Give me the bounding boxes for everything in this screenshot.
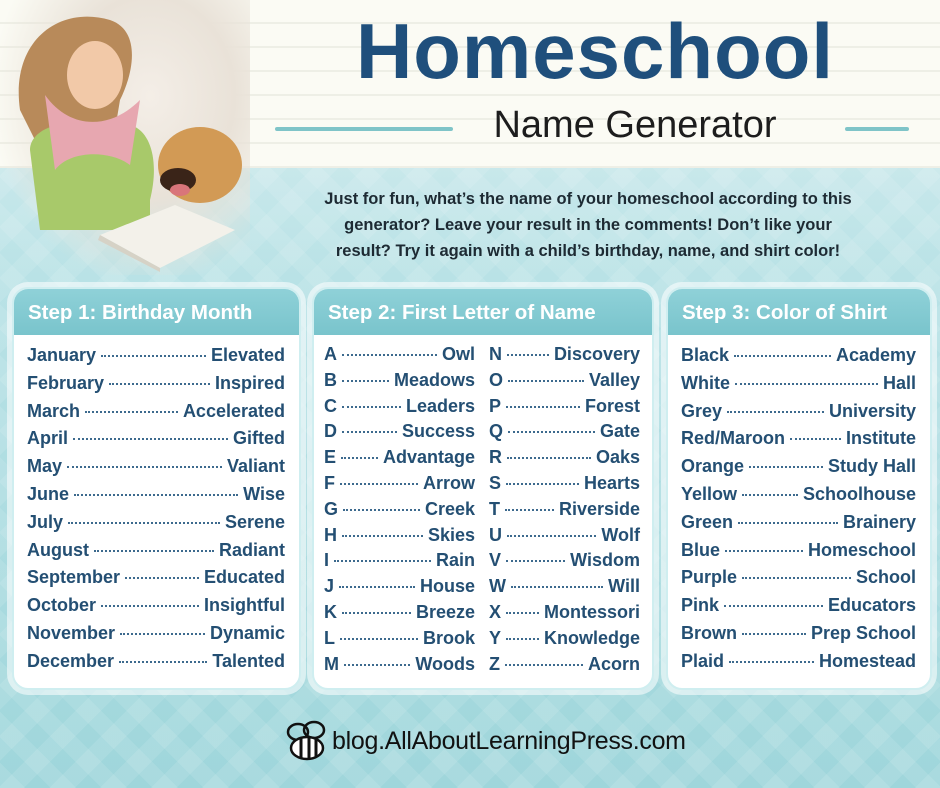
entry-value: Meadows: [393, 369, 475, 390]
dotted-leader: [506, 638, 539, 640]
dotted-leader: [742, 494, 798, 496]
entry-key: August: [27, 539, 89, 560]
month-row: [27, 428, 285, 456]
entry-value: Educated: [203, 567, 285, 588]
dotted-leader: [120, 633, 205, 635]
entry-value: Skies: [427, 524, 475, 545]
entry-key: F: [324, 472, 335, 493]
entry-key: January: [27, 345, 97, 365]
dotted-leader: [94, 550, 214, 552]
month-row: [27, 456, 285, 484]
shirt-color-row: [681, 623, 916, 651]
dotted-leader: [727, 411, 824, 413]
dotted-leader: [742, 577, 851, 579]
entry-key: S: [489, 472, 502, 493]
entry-value: Prep School: [810, 622, 916, 643]
entry-key: A: [324, 344, 337, 364]
dotted-leader: [738, 522, 838, 524]
step2-card: [312, 287, 654, 690]
letter-row: [324, 447, 475, 473]
month-row: [27, 540, 285, 568]
dotted-leader: [125, 577, 199, 579]
entry-key: Grey: [681, 400, 723, 421]
entry-key: Y: [489, 627, 502, 648]
entry-value: Wolf: [601, 524, 640, 545]
entry-key: D: [324, 421, 337, 442]
entry-value: Schoolhouse: [802, 483, 916, 504]
step2-list: [314, 335, 652, 679]
dotted-leader: [342, 406, 401, 408]
dotted-leader: [507, 457, 591, 459]
letter-row: [489, 344, 640, 370]
entry-key: November: [27, 622, 116, 643]
step1-card: [12, 287, 301, 690]
subtitle-line-right: [845, 127, 909, 131]
dotted-leader: [342, 535, 423, 537]
month-row: [27, 512, 285, 540]
intro-line: result? Try it again with a child’s birthday, name, and shirt color!: [335, 242, 841, 260]
dotted-leader: [507, 354, 549, 356]
entry-value: Owl: [441, 344, 475, 364]
entry-value: Forest: [584, 395, 640, 416]
entry-key: O: [489, 369, 504, 390]
dotted-leader: [734, 355, 831, 357]
dotted-leader: [343, 509, 420, 511]
step3-title: Step 3: Color of Shirt: [668, 289, 930, 335]
letter-row: [489, 550, 640, 576]
shirt-color-row: [681, 512, 916, 540]
letter-row: [489, 421, 640, 447]
entry-key: Pink: [681, 595, 720, 616]
entry-key: N: [489, 344, 502, 364]
step3-card: [666, 287, 932, 690]
step3-list: [668, 335, 930, 679]
entry-key: G: [324, 498, 339, 519]
entry-key: Red/Maroon: [681, 428, 786, 449]
entry-key: December: [27, 650, 115, 671]
page-title: Homeschool: [355, 7, 835, 95]
dotted-leader: [508, 380, 584, 382]
entry-key: W: [489, 576, 506, 597]
entry-value: Educators: [827, 595, 916, 616]
letter-row: [324, 499, 475, 525]
entry-value: Brook: [422, 627, 475, 648]
dotted-leader: [119, 661, 207, 663]
entry-value: Inspired: [214, 372, 285, 393]
entry-value: Montessori: [543, 601, 640, 622]
entry-key: K: [324, 601, 337, 622]
dotted-leader: [506, 612, 539, 614]
step2-title: Step 2: First Letter of Name: [314, 289, 652, 335]
month-row: [27, 567, 285, 595]
entry-key: Green: [681, 511, 734, 532]
letter-row: [324, 344, 475, 370]
entry-value: Creek: [424, 498, 475, 519]
month-row: [27, 623, 285, 651]
dotted-leader: [506, 406, 580, 408]
entry-value: Gate: [599, 421, 640, 442]
dotted-leader: [508, 431, 595, 433]
letter-row: [324, 628, 475, 654]
entry-key: B: [324, 369, 337, 390]
entry-key: J: [324, 576, 335, 597]
entry-value: Success: [401, 421, 475, 442]
letter-row: [324, 576, 475, 602]
month-row: [27, 484, 285, 512]
subtitle-line-left: [275, 127, 453, 131]
letter-row: [324, 654, 475, 680]
dotted-leader: [342, 354, 437, 356]
dotted-leader: [511, 586, 603, 588]
dotted-leader: [341, 457, 378, 459]
entry-value: Gifted: [233, 428, 285, 449]
dotted-leader: [340, 483, 418, 485]
entry-key: March: [27, 400, 81, 421]
letter-row: [324, 370, 475, 396]
entry-value: Radiant: [218, 539, 285, 560]
entry-key: Plaid: [681, 650, 725, 671]
dotted-leader: [101, 605, 199, 607]
dotted-leader: [85, 411, 178, 413]
intro-text: [268, 186, 908, 264]
entry-key: April: [27, 428, 69, 449]
letter-row: [324, 602, 475, 628]
entry-value: University: [828, 400, 916, 421]
entry-value: Insightful: [204, 595, 285, 616]
dotted-leader: [74, 494, 238, 496]
entry-value: Advantage: [382, 447, 475, 468]
step2-column-n-z: [475, 344, 640, 679]
entry-value: Wisdom: [570, 550, 640, 571]
entry-value: Valley: [588, 369, 640, 390]
letter-row: [489, 473, 640, 499]
entry-value: Hearts: [583, 472, 640, 493]
letter-row: [489, 628, 640, 654]
shirt-color-row: [681, 401, 916, 429]
dotted-leader: [342, 431, 397, 433]
entry-value: Homeschool: [807, 539, 916, 560]
entry-key: Purple: [681, 567, 738, 588]
month-row: [27, 345, 285, 373]
entry-value: Elevated: [210, 345, 285, 365]
letter-row: [324, 421, 475, 447]
entry-key: V: [489, 550, 502, 571]
entry-value: Academy: [835, 345, 916, 365]
dotted-leader: [505, 664, 583, 666]
entry-key: C: [324, 395, 337, 416]
footer: [280, 718, 686, 766]
entry-value: Homestead: [818, 650, 916, 671]
entry-key: September: [27, 567, 121, 588]
shirt-color-row: [681, 428, 916, 456]
intro-line: generator? Leave your result in the comments! Don’t like your: [344, 216, 832, 234]
dotted-leader: [506, 560, 565, 562]
dotted-leader: [342, 612, 411, 614]
letter-row: [489, 654, 640, 680]
entry-key: Z: [489, 653, 500, 674]
bee-icon: [284, 718, 330, 764]
letter-row: [489, 499, 640, 525]
entry-key: Q: [489, 421, 504, 442]
dotted-leader: [735, 383, 878, 385]
entry-value: Will: [608, 576, 640, 597]
entry-value: Arrow: [422, 472, 475, 493]
dotted-leader: [68, 522, 220, 524]
dotted-leader: [790, 438, 841, 440]
subtitle-row: [265, 100, 925, 156]
entry-key: E: [324, 447, 337, 468]
shirt-color-row: [681, 345, 916, 373]
entry-value: Hall: [882, 372, 916, 393]
letter-row: [324, 396, 475, 422]
entry-key: I: [324, 550, 330, 571]
dotted-leader: [505, 509, 554, 511]
entry-key: Brown: [681, 622, 737, 643]
entry-key: May: [27, 456, 63, 477]
entry-value: House: [419, 576, 475, 597]
entry-value: Talented: [212, 650, 285, 671]
intro-line: Just for fun, what’s the name of your homeschool according to this: [324, 190, 852, 208]
dotted-leader: [109, 383, 210, 385]
page-subtitle: Name Generator: [493, 104, 777, 146]
dotted-leader: [73, 438, 228, 440]
dotted-leader: [506, 483, 579, 485]
entry-key: R: [489, 447, 502, 468]
letter-row: [489, 525, 640, 551]
dotted-leader: [742, 633, 806, 635]
month-row: [27, 401, 285, 429]
entry-value: Breeze: [415, 601, 475, 622]
entry-key: U: [489, 524, 502, 545]
entry-value: Acorn: [587, 653, 640, 674]
entry-value: Serene: [224, 511, 285, 532]
entry-value: Rain: [435, 550, 475, 571]
entry-key: Black: [681, 345, 730, 365]
entry-value: Knowledge: [543, 627, 640, 648]
letter-row: [324, 525, 475, 551]
shirt-color-row: [681, 373, 916, 401]
entry-value: Woods: [415, 653, 475, 674]
entry-value: Brainery: [842, 511, 916, 532]
entry-key: Yellow: [681, 483, 738, 504]
shirt-color-row: [681, 567, 916, 595]
dotted-leader: [101, 355, 206, 357]
month-row: [27, 595, 285, 623]
step1-title: Step 1: Birthday Month: [14, 289, 299, 335]
entry-value: Wise: [243, 483, 285, 504]
site-url[interactable]: blog.AllAboutLearningPress.com: [332, 727, 686, 755]
shirt-color-row: [681, 595, 916, 623]
entry-value: Study Hall: [827, 456, 916, 477]
step2-column-a-m: [324, 344, 475, 679]
entry-value: Oaks: [595, 447, 640, 468]
dotted-leader: [334, 560, 431, 562]
dotted-leader: [724, 605, 823, 607]
dotted-leader: [339, 586, 415, 588]
dotted-leader: [67, 466, 222, 468]
dotted-leader: [340, 638, 418, 640]
dotted-leader: [507, 535, 596, 537]
dotted-leader: [749, 466, 823, 468]
entry-value: Valiant: [226, 456, 285, 477]
letter-row: [489, 576, 640, 602]
dotted-leader: [344, 664, 410, 666]
entry-value: Riverside: [558, 498, 640, 519]
entry-value: Leaders: [405, 395, 475, 416]
entry-key: Blue: [681, 539, 721, 560]
letter-row: [324, 550, 475, 576]
entry-value: Dynamic: [209, 622, 285, 643]
shirt-color-row: [681, 540, 916, 568]
step1-list: [14, 335, 299, 679]
entry-key: M: [324, 653, 339, 674]
letter-row: [489, 396, 640, 422]
shirt-color-row: [681, 651, 916, 679]
entry-key: X: [489, 601, 502, 622]
entry-value: Discovery: [553, 344, 640, 364]
entry-key: H: [324, 524, 337, 545]
letter-row: [489, 602, 640, 628]
entry-key: February: [27, 372, 105, 393]
entry-key: October: [27, 595, 97, 616]
dotted-leader: [729, 661, 814, 663]
entry-key: T: [489, 498, 500, 519]
dotted-leader: [725, 550, 803, 552]
shirt-color-row: [681, 456, 916, 484]
dotted-leader: [342, 380, 389, 382]
entry-key: June: [27, 483, 70, 504]
entry-key: White: [681, 372, 730, 393]
entry-key: July: [27, 511, 64, 532]
month-row: [27, 651, 285, 679]
entry-key: Orange: [681, 456, 745, 477]
entry-value: Accelerated: [182, 400, 285, 421]
entry-key: L: [324, 627, 335, 648]
entry-value: Institute: [846, 428, 916, 449]
entry-value: School: [855, 567, 916, 588]
letter-row: [489, 370, 640, 396]
letter-row: [324, 473, 475, 499]
entry-key: P: [489, 395, 502, 416]
girl-and-dog-photo: [0, 0, 250, 275]
month-row: [27, 373, 285, 401]
shirt-color-row: [681, 484, 916, 512]
letter-row: [489, 447, 640, 473]
